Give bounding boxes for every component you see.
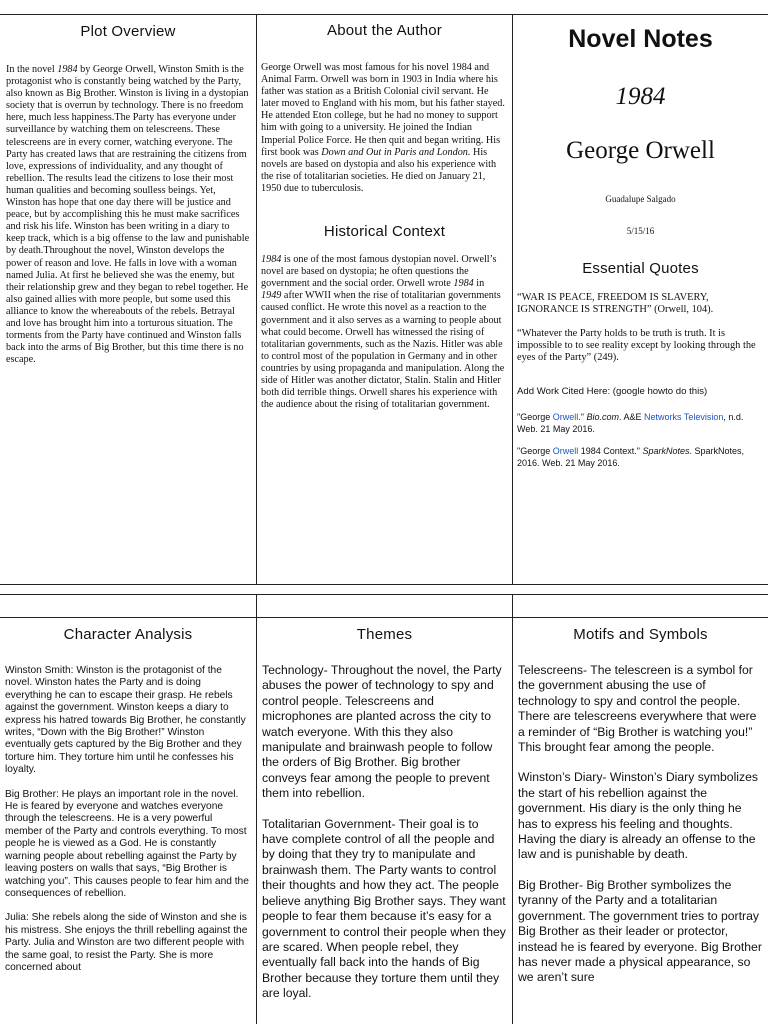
motifs-panel [513, 618, 768, 1024]
student-name: Guadalupe Salgado [605, 194, 676, 204]
top-row-bottom-border [0, 584, 768, 585]
hc-text-c: in [473, 278, 485, 290]
historical-context-title: Historical Context [323, 223, 446, 241]
c2-italic: SparkNotes [642, 445, 690, 456]
author-text-b: His novels are based on dystopia and also his experience with the rise of totalitarian societies. He died on January 21, 1950 due to tuberculosis. [261, 146, 497, 194]
book-title: 1984 [615, 83, 666, 110]
hc-text-d: after WWII when the rise of totalitarian governments caused conflict. He wrote this novel as a reaction to the government and it also serves as a warning to people about what could become. Orwell has witnessed the rising of totalitarian governments, such as the Nazis. Hitler was able to control most of the population in Germany and in other countries by using propaganda and manipulation. Along the side of Hitler was another dictator, Stalin. Stalin and Hitler both did terrible things. Orwell shares his experience with the audience about the rising of totalitarian government. [261, 290, 505, 411]
plot-overview-title: Plot Overview [80, 23, 176, 40]
c1-italic: Bio.com [586, 411, 619, 422]
character-analysis-panel [0, 618, 256, 1024]
c2-text-c: . SparkNotes, 2016. Web. 21 May 2016. [517, 445, 745, 468]
citation-1-link-orwell[interactable]: Orwell [552, 411, 579, 422]
character-julia: Julia: She rebels along the side of Winston and she is his mistress. She enjoys the thrill rebelling against the Party. Julia and Winston are two different people with the same goal, to resist the Party. She is more concerned about [5, 912, 248, 973]
hc-italic-1: 1984 [261, 254, 282, 266]
c2-text-b: 1984 Context." [578, 445, 643, 456]
theme-technology: Technology- Throughout the novel, the Party abuses the power of technology to spy and control people. Telescreens and microphones are planted across the city to watch everyone. With this they also manipulate and brainwash people to follow the orders of Big Brother. Big brother conveys fear among the people to prevent them into rebellion. [262, 663, 502, 801]
bottom-row-top-border [0, 594, 768, 595]
citation-1-link-networks[interactable]: Networks Television [643, 411, 724, 422]
citation-2 [517, 445, 764, 469]
about-author-title: About the Author [327, 22, 442, 39]
hc-italic-2: 1984 [453, 278, 474, 290]
themes-panel [257, 618, 512, 1024]
motifs-title: Motifs and Symbols [573, 626, 708, 643]
date: 5/15/16 [626, 226, 655, 236]
author-text-a: George Orwell was most famous for his novel 1984 and Animal Farm. Orwell was born in 1903 in India where his father was station as a British Colonial civil servant. He later moved to England with his mom, but his father stayed. He attended Eton college, but he had no money to support him with going to a university. He joined the Indian Imperial Police Force. He then quit and began writing. His first book was [261, 62, 505, 158]
motif-diary: Winston’s Diary- Winston’s Diary symbolizes the start of his rebellion against the government. His diary is the only thing he has to express his feeling and thoughts. Having the diary is already an offense to the law and is punishable by death. [518, 770, 758, 862]
c1-text-b: ." [578, 411, 587, 422]
essential-quotes-title: Essential Quotes [582, 260, 699, 277]
character-analysis-title: Character Analysis [63, 626, 193, 643]
hc-text-b: is one of the most famous dystopian novel. Orwell’s novel are based on dystopia; he often questions the government and the social order. Orwell wrote [261, 254, 497, 290]
about-author-text [261, 62, 506, 195]
character-big-brother: Big Brother: He plays an important role in the novel. He is feared by everyone and watches everyone through the telescreens. He is a very powerful member of the Party and controls everything. To most people he is viewed as a God. He is constantly warning people about rebelling against the Party by leaving posters on walls that says, “Big Brother is watching you”. This causes people to fear him and the consequences of rebellion. [5, 788, 249, 899]
plot-text-b: by George Orwell, Winston Smith is the protagonist who is constantly being watched by the Party, also known as Big Brother. Winston is living in a dystopian society that is overrun by technology. There is no freedom here, much less happiness.The Party has everyone under surveillance by watching them on telescreens. These telescreens are in every corner, watching everyone. The Party has created laws that are restraining the citizens from love, expressions of individuality, and any thought of rebellion. The results lead the citizens to lose their most human qualities and becoming soulless beings. Yet, Winston has hope that one day there will be justice and peace, but by accomplishing this he must make sacrifices and risk his life. Winston has been writing in a diary to keep track, which is a big offense to the law and punishable by death.Throughout the novel, Winston develops the power of reason and love. He falls in love with a woman named Julia. At first he believed she was the enemy, but their relationship grew and they began to rebel together. He also gained allies with more people, but some used this alliance to know the whereabouts of the rebels. Betrayal and love has brought him into a torturous situation. The torments from the Party have continued and Winston falls back into the arms of Big Brother, but this time there is no escape. [6, 64, 250, 366]
theme-totalitarian: Totalitarian Government- Their goal is to have complete control of all the people and by doing that they try to manipulate and brainwash them. The Party wants to control their thoughts and how they act. The people believe anything Big Brother says. They want people to fear them because it’s easy for a government to control their people when they are scared. When people rebel, they eventually fall back into the hands of Big Brother because they torture them until they are loyal. [262, 816, 506, 1001]
historical-context-text [261, 254, 506, 411]
quote-2: “Whatever the Party holds to be truth is truth. It is impossible to to see reality except by looking through the eyes of the Party” (249). [517, 328, 756, 364]
author-panel [257, 15, 512, 584]
hc-italic-3: 1949 [261, 290, 282, 302]
author-name: George Orwell [566, 137, 715, 164]
motif-big-brother: Big Brother- Big Brother symbolizes the tyranny of the Party and a totalitarian government. The government tries to portray Big Brother as their leader or protector, instead he is feared by everyone. Big Brother has never made a physical appearance, so we aren’t sure [518, 877, 762, 985]
works-cited-heading: Add Work Cited Here: (google howto do this) [517, 386, 708, 398]
citation-2-link-orwell[interactable]: Orwell [552, 445, 579, 456]
cover-panel [513, 15, 768, 584]
c1-text-c: . A&E [618, 411, 644, 422]
novel-notes-title: Novel Notes [568, 25, 713, 53]
plot-text-a: In the novel [6, 64, 58, 75]
character-winston: Winston Smith: Winston is the protagonist of the novel. Winston hates the Party and is doing everything he can to escape their grasp. He rebels against the government. Winston keeps a diary to express his hatred towards Big Brother, he constantly writes, “Down with the Big Brother!” Winston eventually gets captured by the Big Brother and they torture him. They torture him until he confesses his loyalty. [5, 665, 246, 776]
motif-telescreens: Telescreens- The telescreen is a symbol for the government abusing the use of technology to spy and control the people. There are telescreens everywhere that were a reminder of “Big Brother is watching you!” This brought fear among the people. [518, 663, 757, 755]
c1-text-d: , n.d. Web. 21 May 2016. [517, 411, 744, 434]
plot-overview-panel [0, 15, 256, 584]
c2-text-a: "George [517, 445, 553, 456]
c1-text-a: "George [517, 411, 553, 422]
plot-book-title: 1984 [57, 64, 78, 75]
author-book-title: Down and Out in Paris and London. [321, 146, 471, 158]
quote-1: “WAR IS PEACE, FREEDOM IS SLAVERY, IGNORANCE IS STRENGTH” (Orwell, 104). [517, 292, 714, 316]
themes-title: Themes [356, 626, 413, 643]
citation-1 [517, 411, 764, 435]
plot-overview-text [6, 64, 250, 366]
